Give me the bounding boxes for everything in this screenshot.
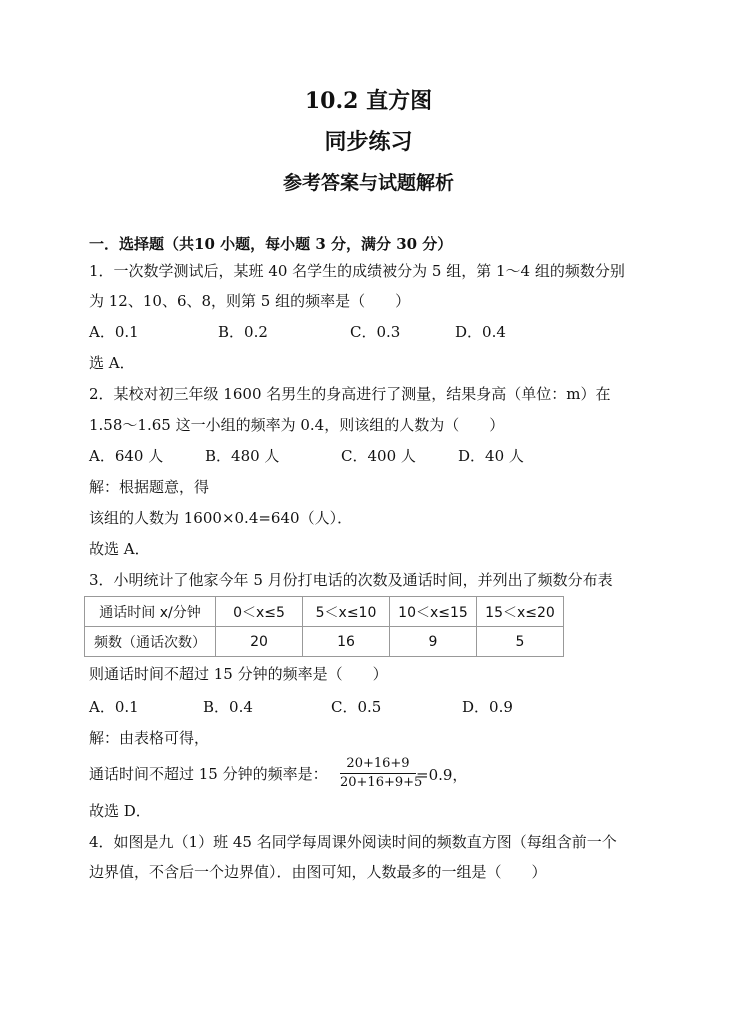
q1-text-line1: 1．一次数学测试后，某班 40 名学生的成绩被分为 5 组，第 1～4 组的频数分别 <box>89 262 625 280</box>
q1-text-line2: 为 12、10、6、8，则第 5 组的频率是（ ） <box>89 292 411 310</box>
part-heading: 一．选择题（共10 小题，每小题 3 分，满分 30 分） <box>89 235 453 253</box>
table-row <box>85 627 564 657</box>
q2-solution-line1: 解：根据题意，得 <box>89 478 210 496</box>
table-cell: 9 <box>390 627 477 657</box>
q1-option-d: D．0.4 <box>455 323 506 341</box>
fraction-denominator: 20+16+9+5 <box>340 775 423 790</box>
q3-option-d: D．0.9 <box>462 698 513 716</box>
q1-option-a: A．0.1 <box>89 323 139 341</box>
table-cell: 16 <box>303 627 390 657</box>
table-cell: 5＜x≤10 <box>303 597 390 627</box>
q2-solution-line2: 该组的人数为 1600×0.4=640（人）． <box>89 509 353 527</box>
q3-option-b: B．0.4 <box>203 698 253 716</box>
section-title: 参考答案与试题解析 <box>282 172 454 194</box>
document-subtitle: 同步练习 <box>324 129 413 155</box>
q2-text-line2: 1.58～1.65 这一小组的频率为 0.4，则该组的人数为（ ） <box>89 416 505 434</box>
q3-text-line2: 则通话时间不超过 15 分钟的频率是（ ） <box>89 665 388 683</box>
table-cell: 频数（通话次数） <box>85 627 216 657</box>
q2-option-b: B．480 人 <box>205 447 280 465</box>
q3-solution-line1: 解：由表格可得， <box>89 729 210 747</box>
table-cell: 0＜x≤5 <box>216 597 303 627</box>
q4-text-line1: 4．如图是九（1）班 45 名同学每周课外阅读时间的频数直方图（每组含前一个 <box>89 833 617 851</box>
q1-answer: 选 A． <box>89 354 135 372</box>
q1-option-c: C．0.3 <box>350 323 401 341</box>
document-title: 10.2 直方图 <box>304 88 433 114</box>
fraction-result: =0.9， <box>416 766 468 784</box>
q1-option-b: B．0.2 <box>218 323 268 341</box>
q3-answer: 故选 D． <box>89 802 151 820</box>
q2-text-line1: 2．某校对初三年级 1600 名男生的身高进行了测量，结果身高（单位：m）在 <box>89 385 611 403</box>
q3-text-line1: 3．小明统计了他家今年 5 月份打电话的次数及通话时间，并列出了频数分布表 <box>89 571 613 589</box>
q2-answer: 故选 A． <box>89 540 150 558</box>
q2-option-a: A．640 人 <box>89 447 164 465</box>
table-cell: 通话时间 x/分钟 <box>85 597 216 627</box>
table-cell: 5 <box>477 627 564 657</box>
q3-option-c: C．0.5 <box>331 698 382 716</box>
frequency-table <box>84 596 564 657</box>
table-cell: 20 <box>216 627 303 657</box>
q3-solution-line2: 通话时间不超过 15 分钟的频率是： <box>89 765 328 783</box>
table-cell: 10＜x≤15 <box>390 597 477 627</box>
fraction-numerator: 20+16+9 <box>340 756 416 774</box>
table-cell: 15＜x≤20 <box>477 597 564 627</box>
q2-option-d: D．40 人 <box>458 447 524 465</box>
q4-text-line2: 边界值，不含后一个边界值）．由图可知，人数最多的一组是（ ） <box>89 863 547 881</box>
table-header-row <box>85 597 564 627</box>
fraction <box>340 756 423 791</box>
q3-option-a: A．0.1 <box>89 698 139 716</box>
q2-option-c: C．400 人 <box>341 447 416 465</box>
